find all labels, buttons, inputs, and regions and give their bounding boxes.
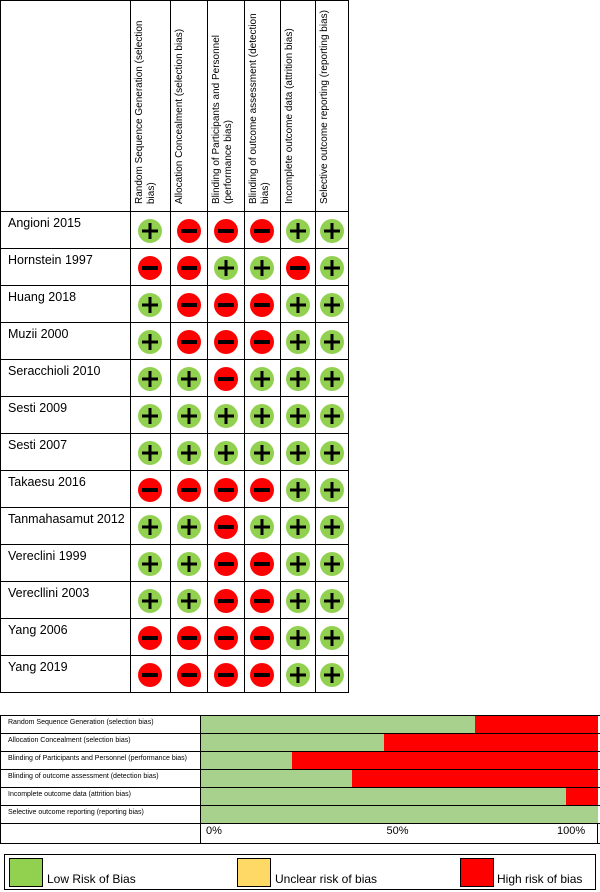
high-risk-icon <box>250 293 274 317</box>
low-risk-icon <box>286 367 310 391</box>
low-risk-icon <box>138 552 162 576</box>
high-risk-icon <box>214 626 238 650</box>
low-risk-icon <box>320 626 344 650</box>
table-hline <box>0 692 349 693</box>
table-hline <box>0 618 349 619</box>
high-risk-icon <box>250 330 274 354</box>
high-risk-icon <box>214 478 238 502</box>
high-risk-icon <box>214 552 238 576</box>
low-risk-icon <box>286 330 310 354</box>
high-risk-icon <box>138 663 162 687</box>
bar-segment-low <box>201 734 384 751</box>
low-risk-icon <box>286 626 310 650</box>
column-header-label: Blinding of outcome assessment (detection bias) <box>248 13 271 204</box>
bar-segment-high <box>475 716 598 733</box>
column-header <box>174 4 210 208</box>
table-hline <box>0 322 349 323</box>
study-name: Verecllini 2003 <box>8 586 90 600</box>
bar-segment-high <box>292 752 598 769</box>
summary-row-label: Blinding of Participants and Personnel (performance bias) <box>8 755 187 762</box>
low-risk-icon <box>286 515 310 539</box>
low-risk-icon <box>286 293 310 317</box>
low-risk-icon <box>320 589 344 613</box>
summary-row-label: Allocation Concealment (selection bias) <box>8 737 131 744</box>
column-header <box>248 4 284 208</box>
summary-hline <box>0 823 600 824</box>
low-risk-icon <box>250 515 274 539</box>
table-vline <box>0 0 1 693</box>
low-risk-icon <box>320 219 344 243</box>
study-name: Hornstein 1997 <box>8 253 93 267</box>
high-risk-icon <box>250 219 274 243</box>
low-risk-icon <box>138 441 162 465</box>
study-name: Huang 2018 <box>8 290 77 304</box>
high-risk-icon <box>250 626 274 650</box>
table-vline <box>170 0 171 693</box>
high-risk-icon <box>214 219 238 243</box>
study-name: Takaesu 2016 <box>8 475 86 489</box>
bar-segment-low <box>201 806 598 823</box>
table-hline <box>0 396 349 397</box>
low-risk-icon <box>250 441 274 465</box>
table-hline <box>0 433 349 434</box>
low-risk-icon <box>320 552 344 576</box>
table-hline <box>0 581 349 582</box>
column-header <box>134 4 170 208</box>
high-risk-icon <box>214 589 238 613</box>
low-risk-icon <box>138 219 162 243</box>
summary-row-label: Random Sequence Generation (selection bias) <box>8 719 154 726</box>
bar-segment-low <box>201 716 475 733</box>
table-hline <box>0 211 349 212</box>
column-header-label: Random Sequence Generation (selection bias) <box>134 20 157 204</box>
low-risk-icon <box>250 256 274 280</box>
summary-vline <box>0 715 1 843</box>
table-hline <box>0 0 349 1</box>
low-risk-icon <box>286 441 310 465</box>
low-risk-icon <box>214 256 238 280</box>
column-header-label: Blinding of Participants and Personnel (performance bias) <box>211 35 234 204</box>
low-risk-icon <box>286 663 310 687</box>
high-risk-icon <box>250 478 274 502</box>
high-risk-icon <box>177 256 201 280</box>
low-risk-icon <box>320 330 344 354</box>
study-name: Sesti 2009 <box>8 401 68 415</box>
high-risk-icon <box>214 330 238 354</box>
bar-segment-low <box>201 752 292 769</box>
bar-segment-high <box>384 734 598 751</box>
study-name: Angioni 2015 <box>8 216 81 230</box>
table-hline <box>0 507 349 508</box>
bar-segment-low <box>201 770 352 787</box>
legend-label-high: High risk of bias <box>497 872 583 886</box>
low-risk-icon <box>320 404 344 428</box>
high-risk-icon <box>177 626 201 650</box>
summary-row-label: Selective outcome reporting (reporting bias) <box>8 809 144 816</box>
low-risk-icon <box>177 404 201 428</box>
low-risk-icon <box>320 663 344 687</box>
study-name: Tanmahasamut 2012 <box>8 512 125 526</box>
bar-segment-high <box>566 788 598 805</box>
column-header <box>319 4 355 208</box>
column-header-label: Allocation Concealment (selection bias) <box>174 28 185 204</box>
low-risk-icon <box>250 367 274 391</box>
low-risk-icon <box>286 219 310 243</box>
table-hline <box>0 470 349 471</box>
low-risk-icon <box>320 293 344 317</box>
x-tick-label: 100% <box>557 825 586 837</box>
legend-swatch-low <box>9 858 43 887</box>
low-risk-icon <box>214 404 238 428</box>
low-risk-icon <box>138 589 162 613</box>
table-hline <box>0 248 349 249</box>
summary-hline <box>0 843 600 844</box>
low-risk-icon <box>286 404 310 428</box>
legend-label-low: Low Risk of Bias <box>47 872 136 886</box>
x-tick-label: 50% <box>386 825 409 837</box>
study-name: Vereclini 1999 <box>8 549 87 563</box>
low-risk-icon <box>138 515 162 539</box>
low-risk-icon <box>250 404 274 428</box>
high-risk-icon <box>250 663 274 687</box>
high-risk-icon <box>214 367 238 391</box>
risk-of-bias-summary-chart <box>0 715 600 842</box>
high-risk-icon <box>138 626 162 650</box>
low-risk-icon <box>177 515 201 539</box>
study-name: Yang 2019 <box>8 660 68 674</box>
low-risk-icon <box>177 589 201 613</box>
high-risk-icon <box>214 515 238 539</box>
high-risk-icon <box>177 330 201 354</box>
study-name: Yang 2006 <box>8 623 68 637</box>
summary-row-label: Incomplete outcome data (attrition bias) <box>8 791 131 798</box>
high-risk-icon <box>177 663 201 687</box>
low-risk-icon <box>286 478 310 502</box>
table-hline <box>0 285 349 286</box>
summary-row-label: Blinding of outcome assessment (detection bias) <box>8 773 159 780</box>
high-risk-icon <box>177 219 201 243</box>
column-header <box>284 4 320 208</box>
high-risk-icon <box>214 663 238 687</box>
bar-segment-low <box>201 788 566 805</box>
low-risk-icon <box>320 367 344 391</box>
column-header-label: Incomplete outcome data (attrition bias) <box>284 28 295 204</box>
table-hline <box>0 359 349 360</box>
high-risk-icon <box>286 256 310 280</box>
legend-label-unclear: Unclear risk of bias <box>275 872 378 886</box>
high-risk-icon <box>138 256 162 280</box>
high-risk-icon <box>250 552 274 576</box>
table-hline <box>0 655 349 656</box>
legend <box>4 854 596 890</box>
column-header <box>211 4 247 208</box>
high-risk-icon <box>177 478 201 502</box>
low-risk-icon <box>138 330 162 354</box>
legend-swatch-unclear <box>237 858 271 887</box>
table-hline <box>0 544 349 545</box>
low-risk-icon <box>177 367 201 391</box>
study-name: Sesti 2007 <box>8 438 68 452</box>
low-risk-icon <box>138 404 162 428</box>
bar-segment-high <box>352 770 598 787</box>
low-risk-icon <box>138 367 162 391</box>
low-risk-icon <box>177 441 201 465</box>
low-risk-icon <box>320 256 344 280</box>
low-risk-icon <box>320 515 344 539</box>
high-risk-icon <box>138 478 162 502</box>
low-risk-icon <box>320 478 344 502</box>
study-name: Muzii 2000 <box>8 327 69 341</box>
table-vline <box>130 0 131 693</box>
high-risk-icon <box>214 293 238 317</box>
x-tick-label: 0% <box>206 825 222 837</box>
high-risk-icon <box>250 589 274 613</box>
study-name: Seracchioli 2010 <box>8 364 101 378</box>
high-risk-icon <box>177 293 201 317</box>
low-risk-icon <box>286 552 310 576</box>
low-risk-icon <box>286 589 310 613</box>
low-risk-icon <box>177 552 201 576</box>
low-risk-icon <box>214 441 238 465</box>
low-risk-icon <box>138 293 162 317</box>
column-header-label: Selective outcome reporting (reporting bias) <box>319 10 330 204</box>
low-risk-icon <box>320 441 344 465</box>
legend-swatch-high <box>460 858 494 887</box>
